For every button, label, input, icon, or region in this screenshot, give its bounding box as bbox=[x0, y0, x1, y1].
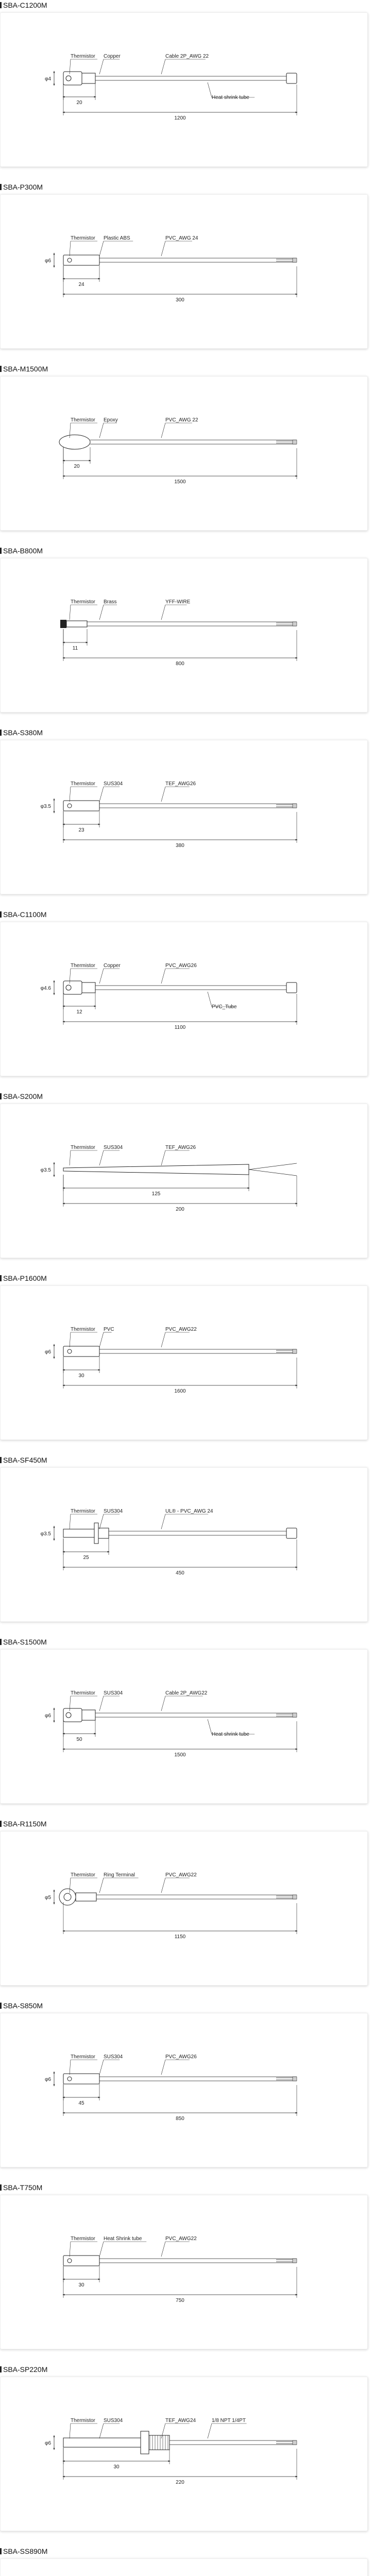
leader-line bbox=[208, 1719, 212, 1734]
leader-line bbox=[70, 1150, 71, 1165]
sensor-assembly bbox=[63, 2236, 297, 2266]
product-title bbox=[0, 727, 43, 738]
leader-line bbox=[208, 82, 212, 97]
leader-line bbox=[99, 241, 104, 256]
product-title-text: SBA-T750M bbox=[3, 2183, 43, 2192]
leader-line bbox=[161, 1514, 165, 1529]
leader-line bbox=[70, 2060, 71, 2075]
total-length-label: 850 bbox=[176, 2116, 184, 2122]
head-length-label: 50 bbox=[76, 1737, 82, 1742]
component-label: Cable 2P_AWG22 bbox=[165, 1690, 208, 1696]
probe-tube bbox=[63, 1346, 99, 1357]
title-marker bbox=[0, 2, 2, 8]
sensor-drawing bbox=[1, 922, 367, 1076]
product-title bbox=[0, 1273, 47, 1283]
stripped-tip bbox=[293, 1713, 297, 1717]
title-marker bbox=[0, 366, 2, 372]
component-label: Thermistor bbox=[71, 417, 95, 423]
leader-line bbox=[161, 1696, 165, 1711]
title-marker bbox=[0, 1457, 2, 1463]
product-title-text: SBA-P300M bbox=[3, 183, 43, 191]
component-label: PVC_AWG26 bbox=[165, 2054, 197, 2060]
lead-wire bbox=[249, 1163, 297, 1170]
stripped-tip bbox=[293, 258, 297, 262]
leader-line bbox=[99, 1514, 104, 1529]
sensor-drawing bbox=[1, 1468, 367, 1621]
total-length-label: 450 bbox=[176, 1570, 184, 1576]
sensor-drawing bbox=[1, 13, 367, 166]
probe-tube bbox=[63, 2438, 141, 2447]
total-length-label: 300 bbox=[176, 297, 184, 303]
total-length-label: 1500 bbox=[174, 1752, 186, 1758]
leader-line bbox=[99, 2060, 104, 2075]
brass-head bbox=[60, 620, 66, 628]
leader-line bbox=[99, 59, 104, 74]
title-marker bbox=[0, 2366, 2, 2372]
drawing-card[interactable] bbox=[0, 2013, 368, 2167]
component-label: Cable 2P_AWG 22 bbox=[165, 54, 209, 59]
diameter-label: φ3.5 bbox=[40, 1531, 51, 1537]
drawing-card[interactable] bbox=[0, 2558, 368, 2576]
component-label: YFF-WIRE bbox=[165, 599, 191, 605]
component-label: PVC_AWG22 bbox=[165, 1327, 197, 1332]
drawing-card[interactable] bbox=[0, 1649, 368, 1804]
head-length-label: 11 bbox=[72, 646, 78, 651]
leader-line bbox=[161, 1878, 165, 1893]
component-label: Epoxy bbox=[104, 417, 118, 423]
component-label: PVC_Tube bbox=[212, 1004, 237, 1010]
sensor-assembly bbox=[63, 2054, 297, 2084]
diameter-label: φ6 bbox=[44, 2441, 51, 2446]
leader-line bbox=[99, 1696, 104, 1711]
diameter-label: φ3.5 bbox=[40, 804, 51, 809]
drawing-card[interactable] bbox=[0, 740, 368, 894]
title-marker bbox=[0, 911, 2, 918]
component-label: Brass bbox=[104, 599, 117, 605]
component-label: UL® - PVC_AWG 24 bbox=[165, 1509, 213, 1514]
component-label: SUS304 bbox=[104, 1690, 123, 1696]
product-title bbox=[0, 0, 47, 10]
product-title-text: SBA-S200M bbox=[3, 1092, 43, 1100]
drawing-card[interactable] bbox=[0, 194, 368, 349]
leader-line bbox=[99, 2242, 104, 2257]
head-length-label: 24 bbox=[78, 282, 84, 287]
sensor-drawing bbox=[1, 1832, 367, 1985]
leader-line bbox=[161, 1150, 165, 1165]
component-label: Thermistor bbox=[71, 963, 95, 969]
product-title bbox=[0, 1455, 47, 1465]
stripped-tip bbox=[293, 1349, 297, 1353]
head-length-label: 23 bbox=[78, 827, 84, 833]
sensor-assembly bbox=[63, 781, 297, 811]
probe-tube bbox=[63, 1529, 94, 1537]
drawing-card[interactable] bbox=[0, 1467, 368, 1622]
sensor-drawing bbox=[1, 2013, 367, 2167]
product-title-text: SBA-C1100M bbox=[3, 910, 47, 919]
probe-tube bbox=[63, 2074, 99, 2084]
sensor-assembly bbox=[63, 1509, 297, 1544]
head-length-label: 125 bbox=[151, 1191, 161, 1197]
total-length-label: 1200 bbox=[174, 115, 186, 121]
component-label: Plastic ABS bbox=[104, 235, 130, 241]
leader-line bbox=[161, 59, 165, 74]
drawing-card[interactable] bbox=[0, 1104, 368, 1258]
product-title-text: SBA-SP220M bbox=[3, 2365, 48, 2374]
hex-nut bbox=[141, 2431, 149, 2454]
sensor-drawing bbox=[1, 558, 367, 712]
drawing-card[interactable] bbox=[0, 558, 368, 713]
sensor-assembly bbox=[60, 599, 297, 628]
drawing-card[interactable] bbox=[0, 2195, 368, 2349]
diameter-label: φ6 bbox=[44, 1713, 51, 1719]
lead-wire bbox=[249, 1170, 297, 1176]
component-label: SUS304 bbox=[104, 1509, 123, 1514]
product-title-text: SBA-B800M bbox=[3, 547, 43, 555]
component-label: SUS304 bbox=[104, 781, 123, 787]
total-length-label: 800 bbox=[176, 661, 184, 667]
product-title bbox=[0, 2364, 47, 2375]
epoxy-bead bbox=[59, 435, 90, 449]
sensor-drawing bbox=[1, 1104, 367, 1258]
leader-line bbox=[161, 2242, 165, 2257]
component-label: SUS304 bbox=[104, 2054, 123, 2060]
product-title-text: SBA-C1200M bbox=[3, 1, 47, 9]
diameter-label: φ6 bbox=[44, 2077, 51, 2082]
component-label: Thermistor bbox=[71, 1509, 95, 1514]
head-length-label: 20 bbox=[76, 100, 82, 106]
connector-plug bbox=[286, 73, 297, 83]
head-length-label: 25 bbox=[83, 1555, 89, 1561]
leader-line bbox=[161, 241, 165, 256]
ring-barrel bbox=[76, 1893, 96, 1901]
diameter-label: φ6 bbox=[44, 258, 51, 264]
stripped-tip bbox=[293, 804, 297, 808]
diameter-label: φ5 bbox=[44, 1895, 51, 1901]
sensor-assembly bbox=[59, 417, 297, 449]
diameter-label: φ4.6 bbox=[40, 986, 51, 991]
ring-terminal bbox=[59, 1889, 76, 1905]
tapered-probe bbox=[63, 1164, 249, 1175]
leader-line bbox=[161, 969, 165, 984]
product-title bbox=[0, 182, 43, 192]
component-label: Thermistor bbox=[71, 2054, 95, 2060]
sensor-assembly bbox=[63, 1690, 297, 1737]
sensor-drawing bbox=[1, 2559, 367, 2576]
product-title bbox=[0, 2001, 43, 2011]
product-title bbox=[0, 2546, 47, 2556]
component-label: Thermistor bbox=[71, 1872, 95, 1878]
title-marker bbox=[0, 2548, 2, 2554]
head-length-label: 30 bbox=[78, 2282, 84, 2288]
product-title bbox=[0, 909, 47, 920]
leader-line bbox=[208, 2424, 212, 2438]
component-label: Thermistor bbox=[71, 599, 95, 605]
total-length-label: 200 bbox=[176, 1207, 184, 1212]
heat-shrink-tube bbox=[82, 982, 95, 993]
component-label: Thermistor bbox=[71, 1327, 95, 1332]
leader-line bbox=[99, 1878, 104, 1893]
component-label: Copper bbox=[104, 963, 121, 969]
component-label: PVC_AWG 22 bbox=[165, 417, 198, 423]
connector-plug bbox=[286, 1528, 297, 1538]
leader-line bbox=[70, 2424, 71, 2438]
product-title bbox=[0, 1819, 47, 1829]
product-title-text: SBA-M1500M bbox=[3, 365, 48, 373]
stripped-tip bbox=[293, 2259, 297, 2263]
heat-shrink-tube bbox=[82, 73, 95, 83]
leader-line bbox=[99, 787, 104, 802]
component-label: Thermistor bbox=[71, 2236, 95, 2242]
title-marker bbox=[0, 2003, 2, 2009]
component-label: PVC_AWG26 bbox=[165, 963, 197, 969]
sensor-assembly bbox=[63, 1327, 297, 1357]
probe-tube bbox=[63, 801, 99, 811]
component-label: 1/8 NPT 1/4PT bbox=[212, 2418, 246, 2424]
leader-line bbox=[161, 1332, 165, 1347]
component-label: Thermistor bbox=[71, 235, 95, 241]
sensor-drawing bbox=[1, 1650, 367, 1803]
sensor-drawing bbox=[1, 2377, 367, 2531]
strain-relief bbox=[98, 1528, 109, 1538]
total-length-label: 750 bbox=[176, 2298, 184, 2303]
product-title-text: SBA-S380M bbox=[3, 728, 43, 737]
component-label: PVC_AWG 24 bbox=[165, 235, 198, 241]
head-length-label: 30 bbox=[78, 1373, 84, 1379]
leader-line bbox=[161, 2060, 165, 2075]
leader-line bbox=[208, 992, 212, 1007]
sensor-assembly bbox=[63, 963, 297, 1010]
sensor-assembly bbox=[59, 1872, 297, 1905]
product-title-text: SBA-R1150M bbox=[3, 1820, 47, 1828]
component-label: Thermistor bbox=[71, 781, 95, 787]
component-label: Thermistor bbox=[71, 1145, 95, 1150]
component-label: PVC bbox=[104, 1327, 114, 1332]
leader-line bbox=[70, 1332, 71, 1347]
component-label: TEF_AWG24 bbox=[165, 2418, 196, 2424]
dimension-lines bbox=[63, 2266, 297, 2303]
product-title-text: SBA-S1500M bbox=[3, 1638, 47, 1646]
product-title bbox=[0, 2182, 42, 2193]
title-marker bbox=[0, 1275, 2, 1281]
leader-line bbox=[70, 1514, 71, 1529]
threaded-fitting bbox=[149, 2435, 169, 2450]
product-title-text: SBA-S850M bbox=[3, 2002, 43, 2010]
heat-shrink-tube bbox=[82, 1710, 95, 1720]
stripped-tip bbox=[293, 622, 297, 626]
leader-line bbox=[70, 605, 71, 620]
probe-tube bbox=[63, 2256, 99, 2266]
dimension-lines bbox=[63, 629, 297, 667]
head-length-label: 12 bbox=[76, 1009, 82, 1015]
dimension-lines bbox=[63, 447, 297, 485]
leader-line bbox=[99, 1332, 104, 1347]
sensor-assembly bbox=[63, 54, 297, 100]
diameter-label: φ3.5 bbox=[40, 1167, 51, 1173]
title-marker bbox=[0, 548, 2, 554]
component-label: SUS304 bbox=[104, 1145, 123, 1150]
product-title bbox=[0, 1637, 47, 1647]
sensor-drawing bbox=[1, 195, 367, 348]
drawing-card[interactable] bbox=[0, 12, 368, 167]
probe-tube bbox=[63, 255, 99, 265]
leader-line bbox=[99, 1150, 104, 1165]
leader-line bbox=[99, 969, 104, 984]
component-label: Heat Shrink tube bbox=[104, 2236, 142, 2242]
stripped-tip bbox=[293, 2441, 297, 2445]
component-label: PVC_AWG22 bbox=[165, 2236, 197, 2242]
leader-line bbox=[99, 2424, 104, 2438]
leader-line bbox=[99, 423, 104, 438]
connector-plug bbox=[286, 982, 297, 993]
diameter-label: φ4 bbox=[44, 76, 51, 82]
leader-line bbox=[70, 241, 71, 256]
component-label: PVC_AWG22 bbox=[165, 1872, 197, 1878]
leader-line bbox=[99, 605, 104, 620]
sensor-assembly bbox=[63, 2418, 297, 2454]
component-label: TEF_AWG26 bbox=[165, 1145, 196, 1150]
product-title-text: SBA-SF450M bbox=[3, 1456, 47, 1464]
total-length-label: 380 bbox=[176, 843, 184, 849]
head-length-label: 45 bbox=[78, 2100, 84, 2106]
diameter-label: φ6 bbox=[44, 1349, 51, 1355]
head-length-label: 30 bbox=[113, 2464, 120, 2470]
product-title-text: SBA-P1600M bbox=[3, 1274, 47, 1282]
total-length-label: 1100 bbox=[174, 1025, 186, 1030]
head-length-label: 20 bbox=[74, 464, 80, 469]
title-marker bbox=[0, 1639, 2, 1645]
component-label: Ring Terminal bbox=[104, 1872, 135, 1878]
product-title-text: SBA-SS890M bbox=[3, 2547, 48, 2555]
component-label: Heat shrink tube bbox=[212, 1732, 249, 1737]
leader-line bbox=[70, 787, 71, 802]
drawing-card[interactable] bbox=[0, 376, 368, 531]
sensor-drawing bbox=[1, 740, 367, 894]
title-marker bbox=[0, 2184, 2, 2191]
leader-line bbox=[70, 2242, 71, 2257]
title-marker bbox=[0, 184, 2, 190]
total-length-label: 1500 bbox=[174, 479, 186, 485]
component-label: Thermistor bbox=[71, 54, 95, 59]
leader-line bbox=[161, 423, 165, 438]
total-length-label: 220 bbox=[176, 2480, 184, 2485]
component-label: SUS304 bbox=[104, 2418, 123, 2424]
product-title bbox=[0, 364, 48, 374]
component-label: Thermistor bbox=[71, 2418, 95, 2424]
total-length-label: 1600 bbox=[174, 1388, 186, 1394]
component-label: Thermistor bbox=[71, 1690, 95, 1696]
product-title bbox=[0, 1091, 43, 1101]
component-label: Copper bbox=[104, 54, 121, 59]
stripped-tip bbox=[293, 1895, 297, 1899]
mounting-flange bbox=[94, 1523, 98, 1544]
total-length-label: 1150 bbox=[174, 1934, 186, 1940]
title-marker bbox=[0, 1821, 2, 1827]
leader-line bbox=[161, 605, 165, 620]
sensor-drawing bbox=[1, 1286, 367, 1439]
drawing-card[interactable] bbox=[0, 922, 368, 1076]
sensor-drawing bbox=[1, 2195, 367, 2349]
leader-line bbox=[161, 787, 165, 802]
component-label: Heat shrink tube bbox=[212, 95, 249, 100]
drawing-card[interactable] bbox=[0, 1285, 368, 1440]
sensor-assembly bbox=[63, 1145, 297, 1176]
stripped-tip bbox=[293, 2077, 297, 2081]
product-title bbox=[0, 546, 43, 556]
title-marker bbox=[0, 1093, 2, 1099]
stripped-tip bbox=[293, 440, 297, 444]
title-marker bbox=[0, 730, 2, 736]
drawing-card[interactable] bbox=[0, 1831, 368, 1986]
brass-sleeve bbox=[66, 621, 87, 627]
sensor-assembly bbox=[63, 235, 297, 265]
component-label: TEF_AWG26 bbox=[165, 781, 196, 787]
sensor-drawing bbox=[1, 377, 367, 530]
drawing-card[interactable] bbox=[0, 2377, 368, 2531]
